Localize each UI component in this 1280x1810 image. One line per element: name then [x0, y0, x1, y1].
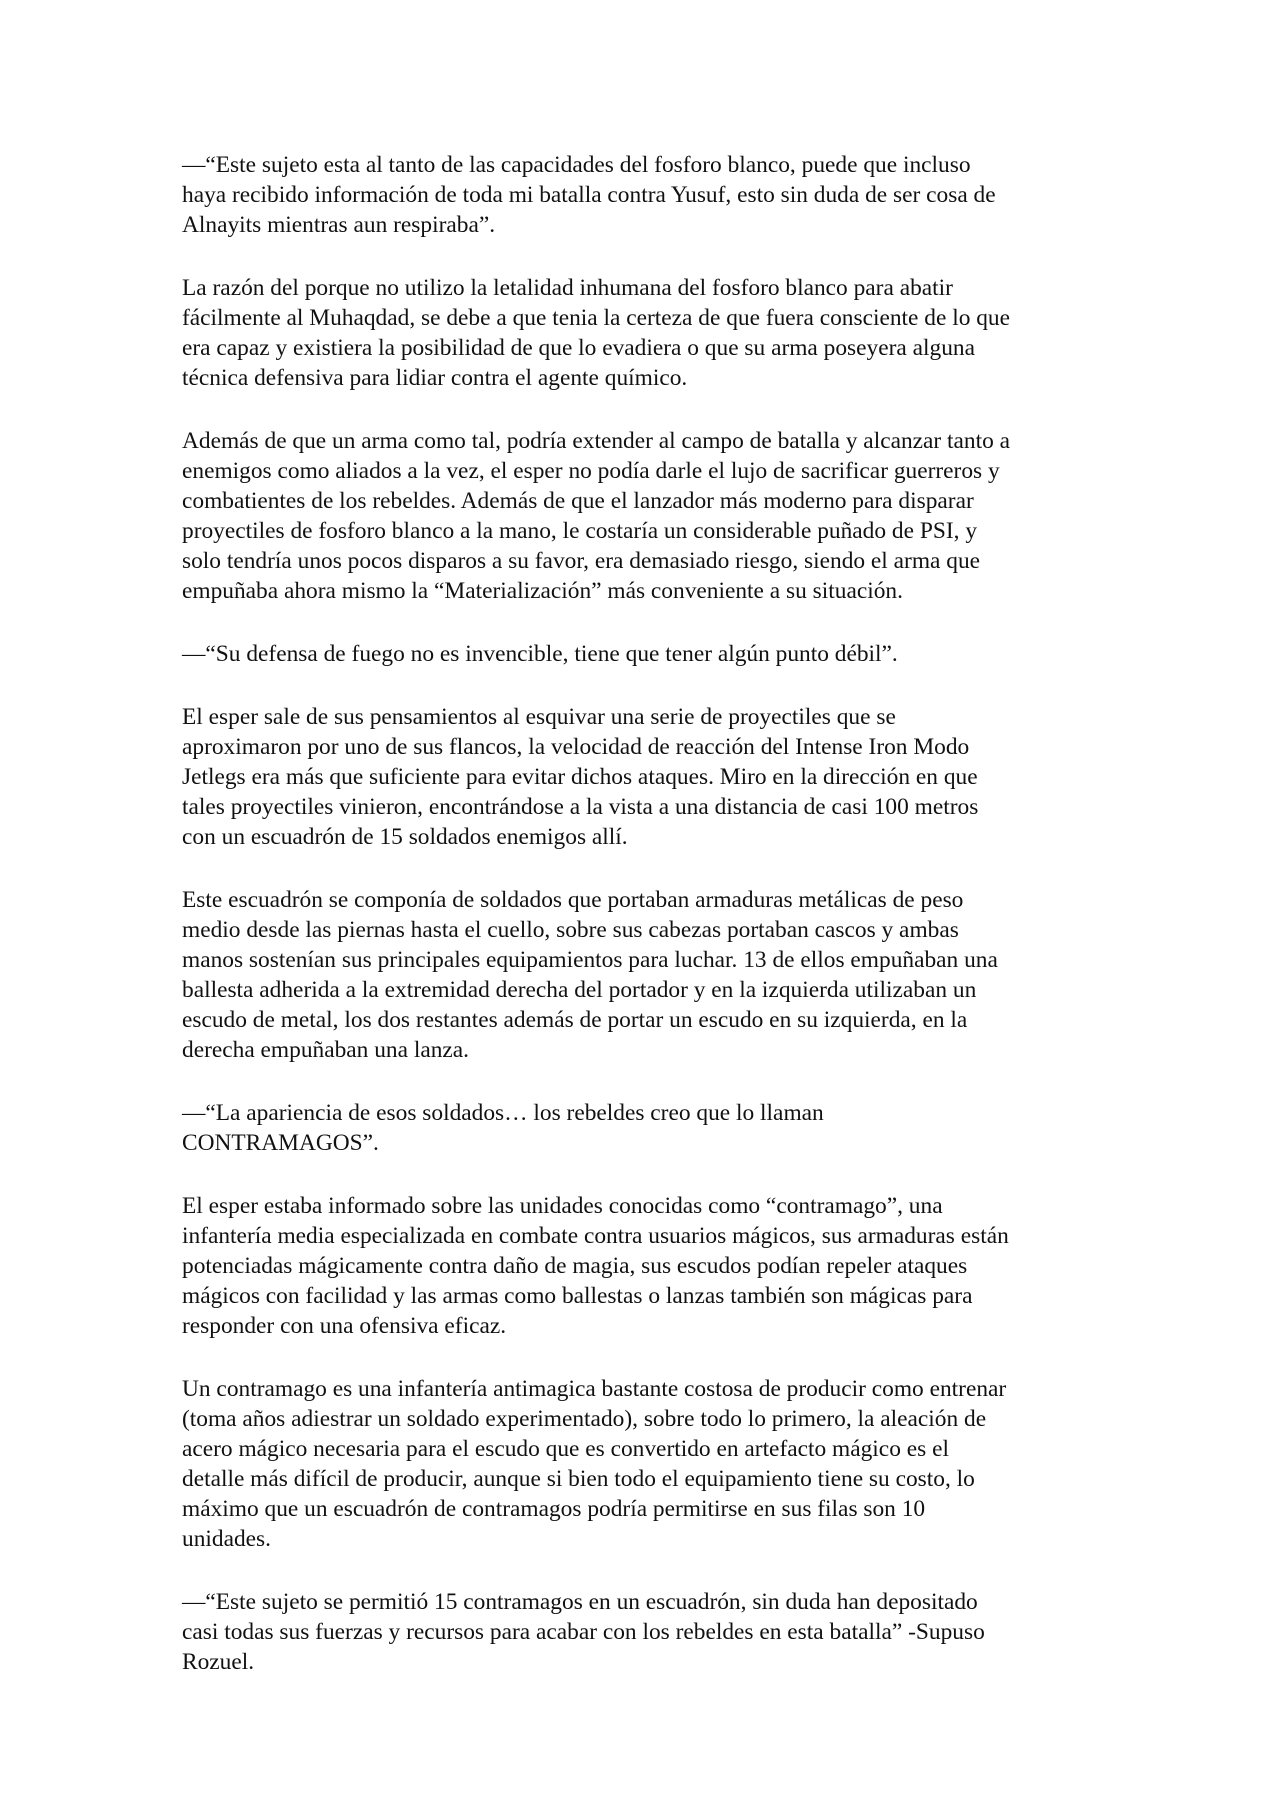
paragraph: El esper estaba informado sobre las unidades conocidas como “contramago”, una infantería media especializada en combate contra usuarios mágicos, sus armaduras están potenciadas mágicamente contra daño de magia, sus escudos podían repeler ataques mágicos con facilidad y las armas como ballestas o lanzas también son mágicas para responder con una ofensiva eficaz. — [182, 1193, 1009, 1339]
paragraph: —“Su defensa de fuego no es invencible, tiene que tener algún punto débil”. — [182, 641, 898, 667]
paragraph: —“Este sujeto se permitió 15 contramagos en un escuadrón, sin duda han depositado casi todas sus fuerzas y recursos para acabar con los rebeldes en esta batalla” -Supuso Rozuel. — [182, 1589, 985, 1675]
paragraph: —“La apariencia de esos soldados… los rebeldes creo que lo llaman CONTRAMAGOS”. — [182, 1100, 824, 1156]
paragraph: La razón del porque no utilizo la letalidad inhumana del fosforo blanco para abatir fácilmente al Muhaqdad, se debe a que tenia la certeza de que fuera consciente de lo que era capaz y existiera la posibilidad de que lo evadiera o que su arma poseyera alguna técnica defensiva para lidiar contra el agente químico. — [182, 275, 1011, 391]
paragraph: Un contramago es una infantería antimagica bastante costosa de producir como entrenar (toma años adiestrar un soldado experimentado), sobre todo lo primero, la aleación de acero mágico necesaria para el escudo que es convertido en artefacto mágico es el detalle más difícil de producir, aunque si bien todo el equipamiento tiene su costo, lo máximo que un escuadrón de contramagos podría permitirse en sus filas son 10 unidades. — [182, 1376, 1007, 1552]
paragraph: El esper sale de sus pensamientos al esquivar una serie de proyectiles que se aproximaron por uno de sus flancos, la velocidad de reacción del Intense Iron Modo Jetlegs era más que suficiente para evitar dichos ataques. Miro en la dirección en que tales proyectiles vinieron, encontrándose a la vista a una distancia de casi 100 metros con un escuadrón de 15 soldados enemigos allí. — [182, 704, 979, 850]
paragraph: Este escuadrón se componía de soldados que portaban armaduras metálicas de peso medio desde las piernas hasta el cuello, sobre sus cabezas portaban cascos y ambas manos sostenían sus principales equipamientos para luchar. 13 de ellos empuñaban una ballesta adherida a la extremidad derecha del portador y en la izquierda utilizaban un escudo de metal, los dos restantes además de portar un escudo en su izquierda, en la derecha empuñaban una lanza. — [182, 887, 998, 1063]
paragraph: Además de que un arma como tal, podría extender al campo de batalla y alcanzar tanto a enemigos como aliados a la vez, el esper no podía darle el lujo de sacrificar guerreros y combatientes de los rebeldes. Además de que el lanzador más moderno para disparar proyectiles de fosforo blanco a la mano, le costaría un considerable puñado de PSI, y solo tendría unos pocos disparos a su favor, era demasiado riesgo, siendo el arma que empuñaba ahora mismo la “Materialización” más conveniente a su situación. — [182, 428, 1011, 604]
paragraph: —“Este sujeto esta al tanto de las capacidades del fosforo blanco, puede que incluso haya recibido información de toda mi batalla contra Yusuf, esto sin duda de ser cosa de Alnayits mientras aun respiraba”. — [182, 152, 996, 238]
